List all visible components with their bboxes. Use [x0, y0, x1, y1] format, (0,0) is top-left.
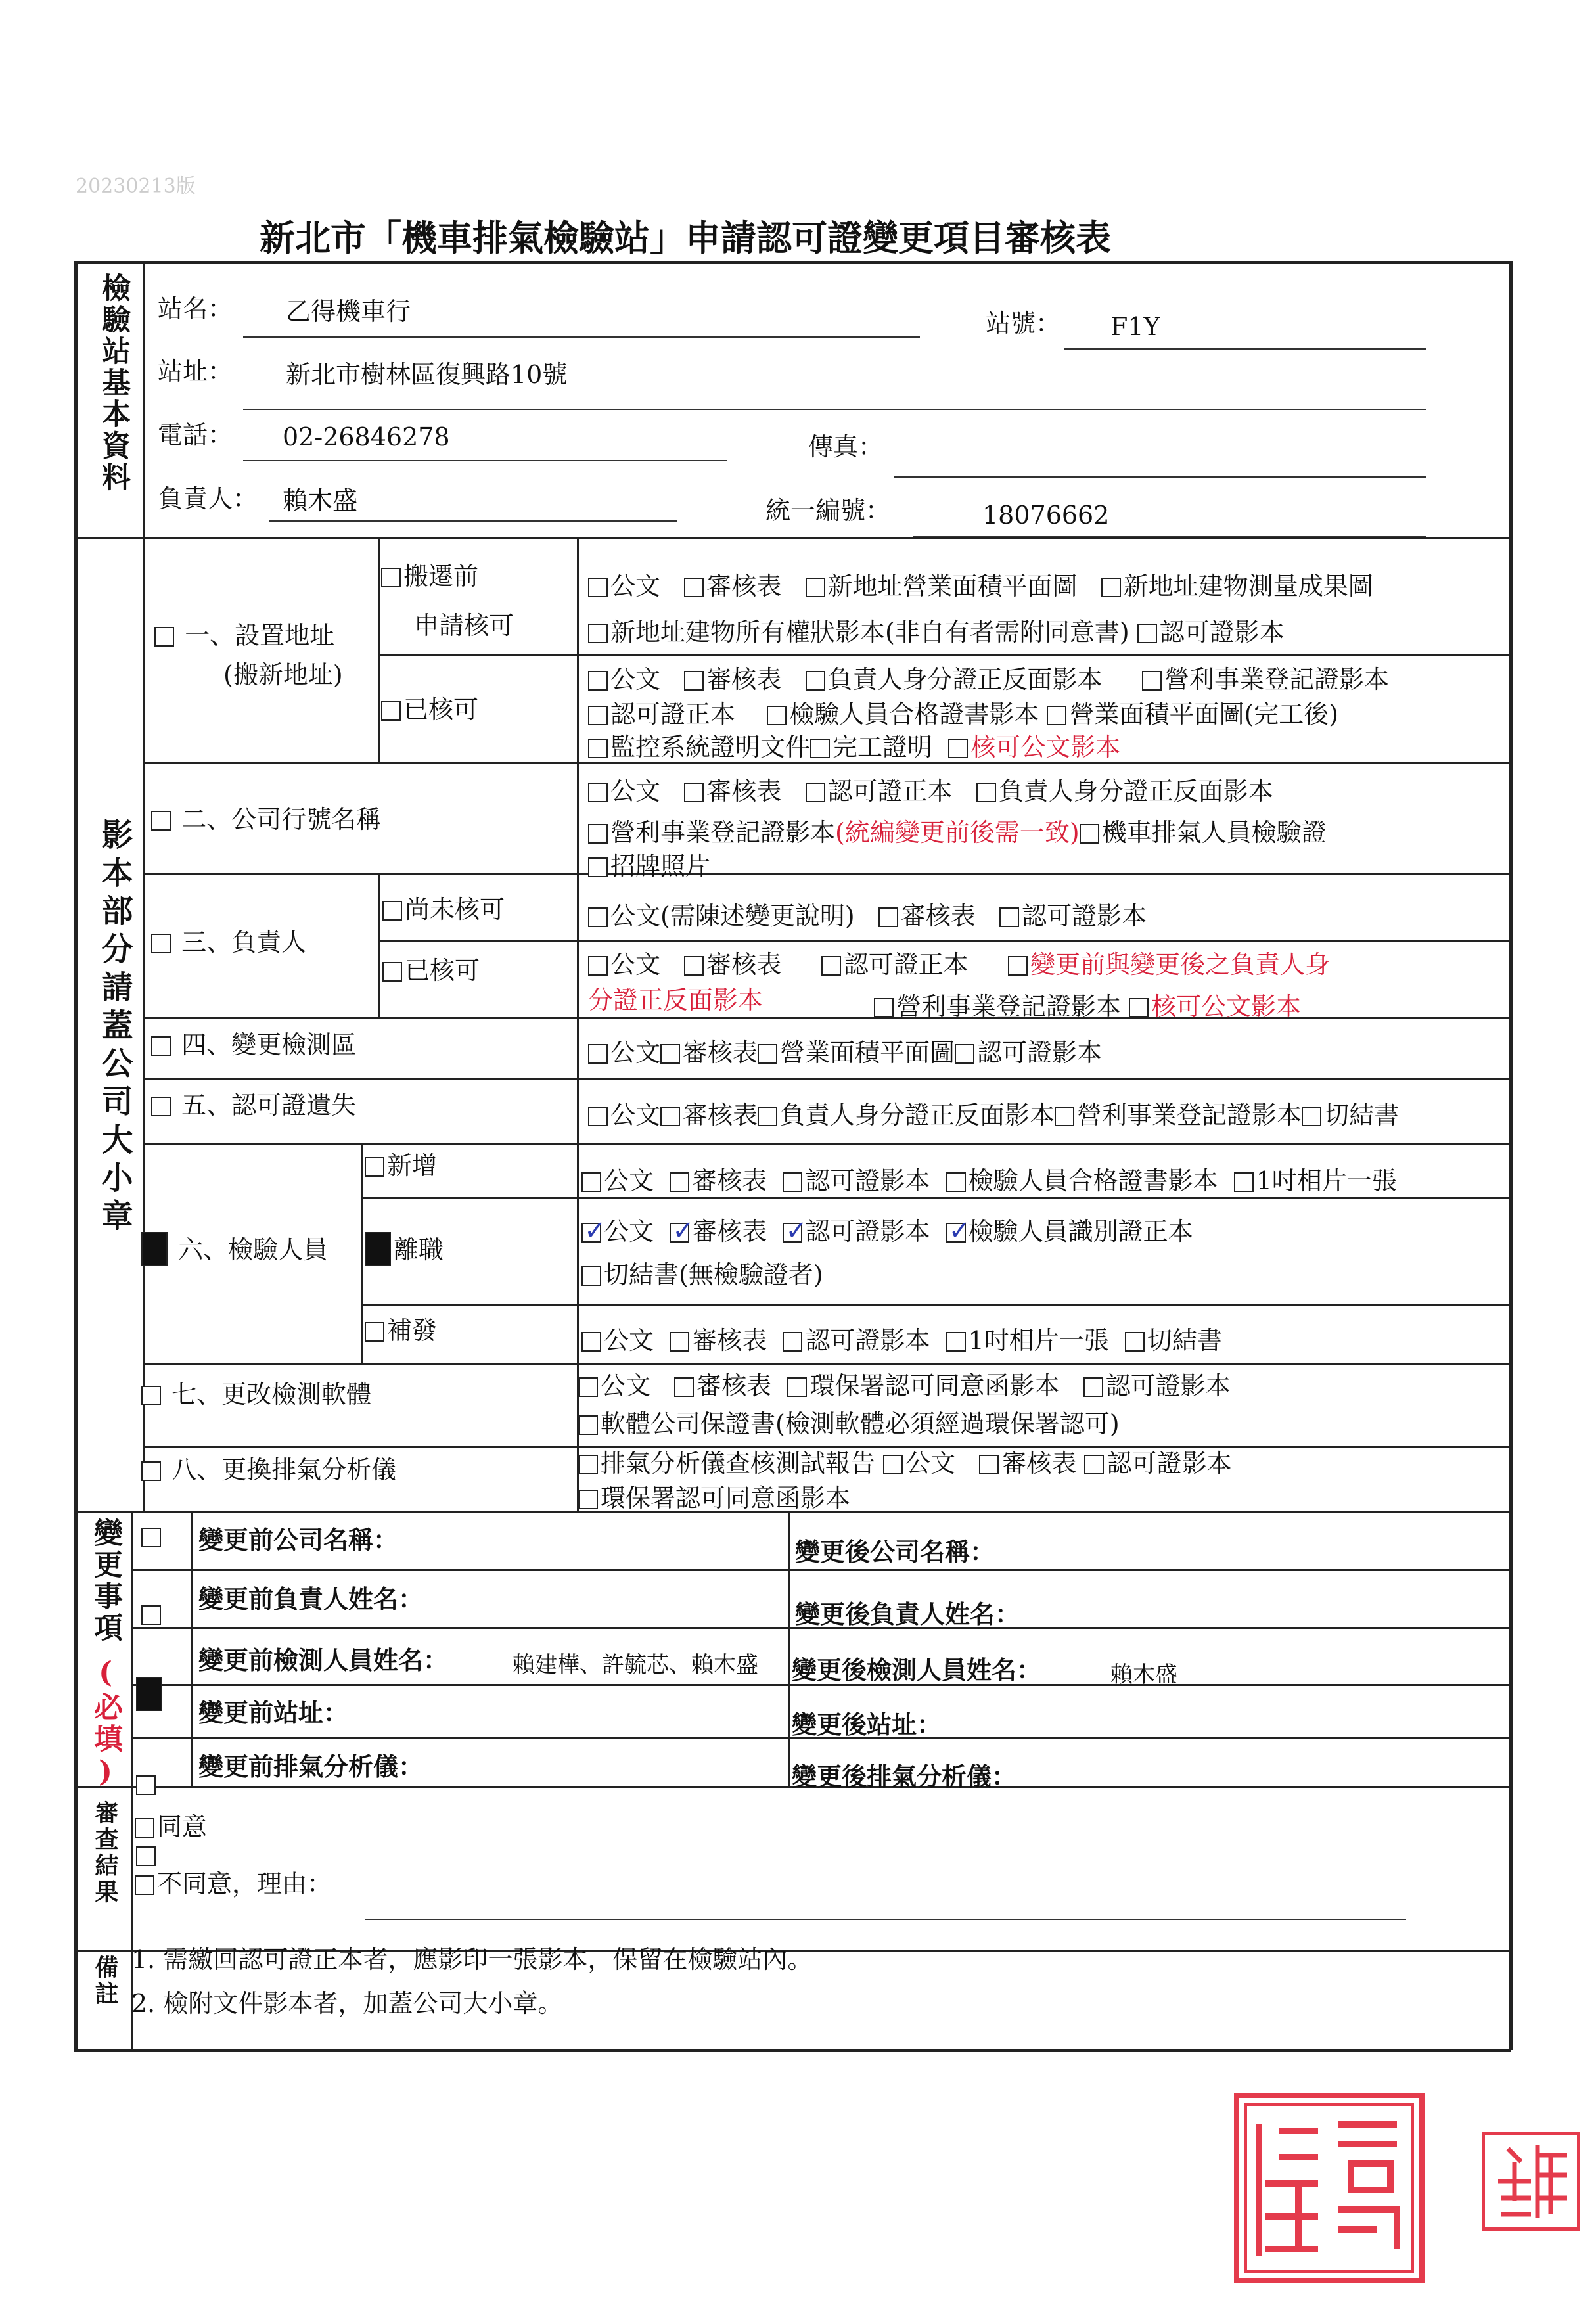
item6-reissue-docs [581, 1326, 1222, 1355]
address-value[interactable]: 新北市樹林區復興路10號 [286, 360, 568, 389]
doc-label: 審核表 [692, 1166, 767, 1195]
doc-checkbox[interactable] [1084, 1455, 1104, 1474]
item8-row[interactable] [141, 1455, 396, 1484]
doc-label: 環保署認可同意函影本 [809, 1371, 1060, 1400]
doc-label: 認可證影本 [805, 1217, 930, 1246]
doc-checkbox[interactable] [684, 783, 704, 802]
item3-b-checkbox[interactable] [382, 962, 402, 982]
doc-checkbox[interactable] [684, 671, 704, 691]
change-after-label: 變更後檢測人員姓名： [792, 1655, 1042, 1685]
section-required-label: (必填) [89, 1656, 122, 1791]
tax-id-value[interactable]: 18076662 [982, 501, 1110, 530]
change-after-label: 變更後負責人姓名： [795, 1599, 1020, 1629]
section-notes-label: 備註 [91, 1955, 119, 2007]
change-after-value[interactable]: 賴木盛 [1110, 1662, 1177, 1688]
item5-checkbox[interactable] [151, 1097, 171, 1116]
doc-label: 認可證影本 [1106, 1449, 1232, 1478]
change-owner-checkbox[interactable] [141, 1605, 161, 1625]
doc-label: 審核表 [706, 572, 782, 601]
doc-label: 環保署認可同意函影本 [601, 1484, 851, 1513]
item1-b-row[interactable] [381, 695, 478, 724]
doc-label: 排氣分析儀查核測試報告 [601, 1449, 876, 1478]
item7-docs-line1 [578, 1371, 1231, 1400]
doc-checkbox[interactable] [1302, 1107, 1321, 1126]
doc-label: 審核表 [696, 1371, 772, 1400]
review-agree-label: 同意 [157, 1812, 208, 1841]
personal-seal [1482, 2132, 1580, 2231]
doc-label: 公文 [905, 1449, 956, 1478]
doc-label: 完工證明 [832, 733, 933, 762]
doc-checkbox[interactable] [758, 1044, 777, 1064]
change-before-label: 變更前排氣分析儀： [198, 1752, 424, 1781]
doc-checkbox[interactable] [684, 956, 704, 976]
doc-label: 公文 [604, 1217, 654, 1246]
doc-label: 營利事業登記證影本 [1077, 1101, 1302, 1130]
item3-a-docs [588, 901, 1147, 930]
item1-checkbox-row[interactable] [154, 621, 334, 650]
item4-docs [588, 1038, 1102, 1067]
doc-label: 審核表 [683, 1101, 758, 1130]
item2-docs-line3 [588, 852, 710, 880]
personal-seal-graphic [1485, 2135, 1577, 2227]
item1-a-docs-line1 [588, 572, 1373, 601]
doc-label: 監控系統證明文件 [610, 733, 811, 762]
doc-checkbox[interactable] [878, 907, 898, 927]
item4-row[interactable] [151, 1030, 356, 1059]
doc-label: 公文 [610, 1101, 661, 1130]
page-title: 新北市「機車排氣檢驗站」申請認可證變更項目審核表 [260, 217, 1111, 259]
doc-checkbox[interactable] [1125, 1332, 1145, 1352]
note-1: 1. 需繳回認可證正本者，應影印一張影本，保留在檢驗站內。 [131, 1945, 813, 1974]
doc-checkbox[interactable] [806, 671, 825, 691]
item7-checkbox[interactable] [141, 1386, 161, 1405]
item1-label: 一、設置地址 [185, 621, 335, 650]
doc-checkbox[interactable] [806, 783, 825, 802]
doc-checkbox[interactable] [670, 1332, 689, 1352]
doc-checkbox[interactable] [588, 956, 608, 976]
doc-checkbox[interactable] [874, 998, 894, 1018]
item1-a-label: 搬遷前 [403, 562, 479, 591]
doc-checkbox[interactable] [976, 783, 996, 802]
item3-a-row[interactable] [382, 895, 505, 924]
doc-checkbox[interactable] [684, 578, 704, 597]
doc-checkbox[interactable] [588, 824, 608, 844]
change-before-label: 變更前負責人姓名： [198, 1584, 424, 1614]
doc-label: 1吋相片一張 [1256, 1166, 1397, 1195]
item3-row[interactable] [151, 928, 306, 957]
item6-label: 六、檢驗人員 [178, 1235, 329, 1264]
item7-row[interactable] [141, 1380, 371, 1409]
doc-checkbox[interactable] [588, 783, 608, 802]
doc-checkbox[interactable] [806, 578, 825, 597]
item6-reissue-label: 補發 [387, 1316, 438, 1345]
doc-label: 公文 [604, 1166, 654, 1195]
doc-checkbox[interactable] [1101, 578, 1121, 597]
doc-label: 審核表 [900, 901, 976, 930]
doc-label: 審核表 [1001, 1449, 1077, 1478]
doc-checkbox[interactable] [660, 1044, 680, 1064]
change-before-label: 變更前站址： [198, 1698, 349, 1727]
owner-label: 負責人： [158, 484, 258, 513]
doc-checkbox[interactable] [948, 739, 968, 758]
doc-label: 認可證影本 [1105, 1371, 1231, 1400]
doc-checkbox-checked[interactable] [783, 1223, 802, 1243]
item3-a-label: 尚未核可 [405, 895, 505, 924]
item3-b-label: 已核可 [405, 956, 480, 985]
item5-label: 五、認可證遺失 [181, 1091, 357, 1120]
doc-checkbox[interactable] [578, 1490, 598, 1509]
item3-b-row[interactable] [382, 956, 480, 985]
doc-checkbox[interactable] [670, 1172, 689, 1192]
item6-leave-docs [581, 1217, 1193, 1246]
review-disagree-row[interactable] [135, 1869, 332, 1898]
doc-checkbox[interactable] [581, 1172, 601, 1192]
section-basic-label: 檢驗站基本資料 [97, 273, 130, 493]
item4-label: 四、變更檢測區 [181, 1030, 357, 1059]
doc-label: 招牌照片 [610, 852, 711, 880]
doc-label: 切結書(無檢驗證者) [604, 1260, 823, 1289]
note-2: 2. 檢附文件影本者，加蓋公司大小章。 [131, 1989, 563, 2018]
doc-label: 營利事業登記證影本 [896, 992, 1122, 1021]
doc-label: 認可證影本 [1159, 618, 1285, 647]
doc-label: 營業面積平面圖(完工後) [1069, 700, 1339, 729]
item6-row[interactable] [141, 1232, 328, 1266]
station-no-label: 站號： [986, 309, 1061, 338]
doc-label: 公文 [610, 950, 661, 979]
item1-checkbox[interactable] [154, 627, 174, 647]
doc-label: 營利事業登記證影本 [610, 818, 836, 847]
doc-label: 核可公文影本 [1151, 992, 1302, 1021]
doc-checkbox[interactable] [783, 1172, 802, 1192]
doc-label: 新地址建物所有權狀影本(非自有者需附同意書) [610, 618, 1129, 647]
change-after-label: 變更後站址： [792, 1710, 942, 1739]
item8-label: 八、更換排氣分析儀 [171, 1455, 397, 1484]
doc-note: (統編變更前後需一致) [835, 818, 1080, 847]
doc-checkbox-checked[interactable] [581, 1223, 601, 1243]
item3-b-docs-line1 [588, 950, 1330, 979]
doc-checkbox[interactable] [578, 1377, 598, 1397]
item2-label: 二、公司行號名稱 [181, 805, 382, 834]
doc-label: 認可證正本 [610, 700, 736, 729]
station-name-label: 站名： [158, 294, 233, 323]
doc-checkbox[interactable] [783, 1332, 802, 1352]
item1-sub: (搬新地址) [223, 660, 343, 689]
item1-a-checkbox[interactable] [381, 568, 401, 587]
doc-label: 審核表 [683, 1038, 758, 1067]
doc-checkbox[interactable] [578, 1415, 598, 1435]
item1-b-docs-line1 [588, 665, 1389, 694]
doc-label: 認可證影本 [1022, 901, 1147, 930]
doc-checkbox[interactable] [674, 1377, 694, 1397]
item4-checkbox[interactable] [151, 1036, 171, 1056]
item6-new-label: 新增 [387, 1151, 438, 1180]
company-seal [1234, 2093, 1425, 2283]
item6-leave-docs-line2 [581, 1260, 823, 1289]
doc-label: 營業面積平面圖 [780, 1038, 955, 1067]
doc-label: 負責人身分證正反面影本 [827, 665, 1103, 694]
review-agree-row[interactable] [135, 1812, 207, 1841]
doc-checkbox[interactable] [581, 1332, 601, 1352]
change-company-checkbox[interactable] [141, 1528, 161, 1547]
phone-label: 電話： [158, 421, 233, 449]
section-changes-label: 變更事項 [89, 1518, 122, 1644]
doc-label: 負責人身分證正反面影本 [780, 1101, 1055, 1130]
doc-checkbox-checked[interactable] [670, 1223, 689, 1243]
item6-new-docs [581, 1166, 1397, 1195]
item2-row[interactable] [151, 805, 381, 834]
change-after-label: 變更後排氣分析儀： [792, 1762, 1017, 1791]
doc-checkbox[interactable] [821, 956, 841, 976]
doc-label: 審核表 [692, 1217, 767, 1246]
company-seal-graphic [1239, 2098, 1419, 2278]
item1-b-docs-line2 [588, 700, 1338, 729]
doc-checkbox[interactable] [588, 624, 608, 643]
doc-label: 營利事業登記證影本 [1164, 665, 1389, 694]
doc-checkbox[interactable] [588, 907, 608, 927]
doc-label: 核可公文影本 [970, 733, 1121, 762]
doc-label: 檢驗人員合格證書影本 [789, 700, 1039, 729]
item6-new-checkbox[interactable] [365, 1157, 384, 1177]
doc-label: 公文 [610, 665, 661, 694]
item2-docs-line1 [588, 777, 1273, 806]
phone-value[interactable]: 02-26846278 [283, 422, 450, 451]
review-disagree-label: 不同意，理由： [157, 1869, 332, 1898]
doc-version: 20230213版 [76, 175, 196, 198]
item6-checkbox[interactable] [141, 1232, 168, 1266]
change-after-label: 變更後公司名稱： [795, 1537, 995, 1566]
doc-checkbox[interactable] [588, 739, 608, 758]
item8-checkbox[interactable] [141, 1461, 161, 1481]
doc-label: 軟體公司保證書(檢測軟體必須經過環保署認可) [601, 1409, 1120, 1438]
doc-label: 公文 [601, 1371, 651, 1400]
doc-checkbox[interactable] [946, 1172, 966, 1192]
doc-checkbox[interactable] [1083, 1377, 1103, 1397]
change-before-value[interactable]: 賴建樺、許毓芯、賴木盛 [513, 1652, 758, 1678]
doc-checkbox[interactable] [767, 706, 787, 725]
item7-label: 七、更改檢測軟體 [171, 1380, 372, 1409]
doc-label: 機車排氣人員檢驗證 [1101, 818, 1327, 847]
doc-checkbox-checked[interactable] [946, 1223, 966, 1243]
item6-leave-row[interactable] [365, 1232, 444, 1266]
doc-label: 新地址營業面積平面圖 [827, 572, 1078, 601]
item3-b-docs-line2 [874, 992, 1301, 1021]
doc-checkbox[interactable] [1055, 1107, 1074, 1126]
item5-row[interactable] [151, 1091, 356, 1120]
doc-label: 審核表 [706, 950, 782, 979]
doc-label: 公文 [610, 1038, 661, 1067]
doc-label: 認可證正本 [843, 950, 969, 979]
doc-label: 認可證影本 [805, 1166, 930, 1195]
doc-label: 認可證正本 [827, 777, 953, 806]
item2-docs-line2 [588, 818, 1327, 847]
doc-label: 切結書 [1324, 1101, 1400, 1130]
item1-a-row[interactable] [381, 562, 478, 591]
item3-b-red-line2: 分證正反面影本 [588, 986, 764, 1015]
item6-reissue-row[interactable] [365, 1316, 437, 1345]
doc-label: 公文(需陳述變更說明) [610, 901, 855, 930]
doc-checkbox[interactable] [588, 706, 608, 725]
doc-checkbox[interactable] [810, 739, 830, 758]
station-no-value[interactable]: F1Y [1110, 312, 1160, 341]
doc-checkbox[interactable] [588, 1107, 608, 1126]
doc-checkbox[interactable] [1142, 671, 1162, 691]
doc-checkbox[interactable] [1137, 624, 1157, 643]
doc-checkbox[interactable] [1129, 998, 1149, 1018]
doc-label: 審核表 [706, 665, 782, 694]
section-copies-label: 影本部分請蓋公司大小章 [96, 818, 133, 1237]
doc-checkbox[interactable] [1047, 706, 1066, 725]
doc-label: 審核表 [706, 777, 782, 806]
change-inspectors-checkbox[interactable] [136, 1677, 162, 1711]
change-before-label: 變更前檢測人員姓名： [198, 1645, 449, 1675]
change-before-label: 變更前公司名稱： [198, 1525, 399, 1555]
item7-docs-line2 [578, 1409, 1120, 1438]
doc-checkbox[interactable] [588, 578, 608, 597]
doc-checkbox[interactable] [581, 1266, 601, 1286]
item8-docs-line1 [578, 1449, 1232, 1478]
doc-label: 負責人身分證正反面影本 [998, 777, 1273, 806]
review-reason-line[interactable] [365, 1919, 1406, 1920]
doc-checkbox[interactable] [578, 1455, 598, 1474]
doc-checkbox[interactable] [588, 857, 608, 877]
doc-checkbox[interactable] [588, 671, 608, 691]
doc-checkbox[interactable] [1080, 824, 1099, 844]
doc-label: 認可證影本 [805, 1326, 930, 1355]
item1-a-docs-line2 [588, 618, 1285, 647]
doc-label: 認可證影本 [977, 1038, 1103, 1067]
doc-label: 新地址建物測量成果圖 [1123, 572, 1373, 601]
tax-id-label: 統一編號： [765, 496, 891, 525]
doc-checkbox[interactable] [946, 1332, 966, 1352]
change-address-checkbox[interactable] [136, 1775, 156, 1795]
doc-checkbox[interactable] [1234, 1172, 1254, 1192]
doc-label: 公文 [604, 1326, 654, 1355]
item1-b-checkbox[interactable] [381, 701, 401, 721]
doc-checkbox[interactable] [955, 1044, 974, 1064]
item6-leave-checkbox[interactable] [365, 1232, 391, 1266]
change-analyzer-checkbox[interactable] [136, 1846, 156, 1866]
doc-label: 公文 [610, 572, 661, 601]
item1-b-docs-line3 [588, 733, 1120, 762]
item1-a-label2: 申請核可 [414, 611, 514, 640]
review-agree-checkbox[interactable] [135, 1818, 154, 1838]
item3-checkbox[interactable] [151, 934, 171, 953]
item3-a-checkbox[interactable] [382, 901, 402, 921]
owner-value[interactable]: 賴木盛 [283, 486, 358, 515]
doc-label: 公文 [610, 777, 661, 806]
item6-new-row[interactable] [365, 1151, 437, 1180]
doc-checkbox[interactable] [1008, 956, 1028, 976]
item8-docs-line2 [578, 1484, 850, 1513]
item2-checkbox[interactable] [151, 811, 171, 831]
doc-checkbox[interactable] [787, 1377, 807, 1397]
doc-checkbox[interactable] [883, 1455, 903, 1474]
doc-checkbox[interactable] [999, 907, 1019, 927]
doc-label: 審核表 [692, 1326, 767, 1355]
address-label: 站址： [158, 357, 233, 386]
review-disagree-checkbox[interactable] [135, 1875, 154, 1895]
doc-checkbox[interactable] [758, 1107, 777, 1126]
item5-docs [588, 1101, 1399, 1130]
section-review-label: 審查結果 [91, 1800, 119, 1906]
fax-label: 傳真： [808, 432, 884, 461]
doc-checkbox[interactable] [979, 1455, 999, 1474]
item3-label: 三、負責人 [181, 928, 307, 957]
doc-label: 1吋相片一張 [968, 1326, 1109, 1355]
doc-label: 變更前與變更後之負責人身 [1030, 950, 1331, 979]
station-name-value[interactable]: 乙得機車行 [286, 297, 411, 326]
doc-checkbox[interactable] [588, 1044, 608, 1064]
doc-label: 檢驗人員識別證正本 [968, 1217, 1193, 1246]
doc-label: 切結書 [1147, 1326, 1222, 1355]
doc-label: 檢驗人員合格證書影本 [968, 1166, 1218, 1195]
item1-b-label: 已核可 [403, 695, 479, 724]
item6-reissue-checkbox[interactable] [365, 1322, 384, 1342]
doc-checkbox[interactable] [660, 1107, 680, 1126]
item6-leave-label: 離職 [394, 1235, 444, 1264]
